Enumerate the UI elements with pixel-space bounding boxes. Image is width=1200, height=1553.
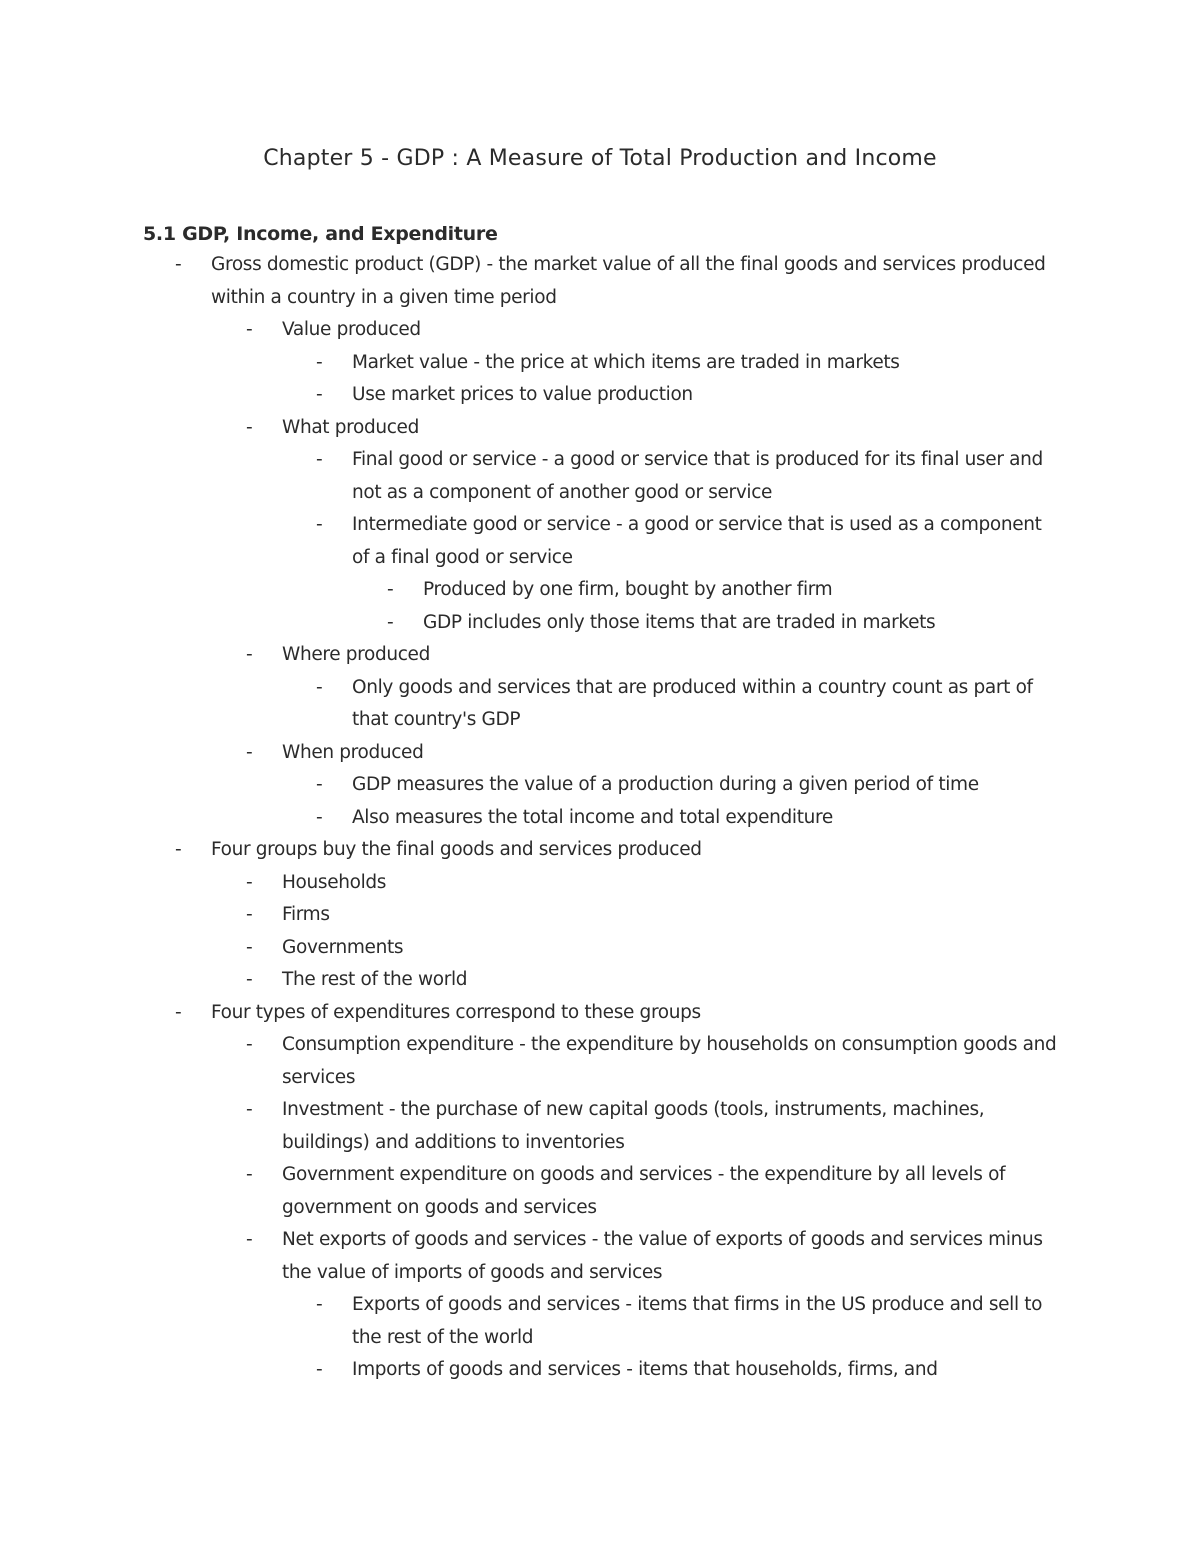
bullet-dash: -	[246, 1229, 253, 1250]
outline-item-level-3	[316, 769, 1062, 802]
bullet-dash: -	[316, 384, 323, 405]
outline-item-level-3	[316, 1354, 1062, 1387]
outline-item-text: Use market prices to value production	[352, 384, 693, 405]
outline-item-level-3	[316, 379, 1062, 412]
outline-item-text: Produced by one firm, bought by another firm	[423, 579, 833, 600]
outline-item-text: The rest of the world	[282, 969, 468, 990]
outline-item-level-3	[316, 672, 1062, 737]
bullet-dash: -	[316, 514, 323, 535]
outline-item-level-3	[316, 444, 1062, 509]
outline-item-level-2	[246, 1029, 1062, 1094]
outline-item-level-4	[387, 574, 1063, 607]
bullet-dash: -	[175, 254, 182, 275]
bullet-dash: -	[246, 319, 253, 340]
outline-item-level-3	[316, 509, 1062, 574]
outline-item-level-2	[246, 932, 1062, 965]
page-title: Chapter 5 - GDP : A Measure of Total Production and Income	[263, 146, 937, 171]
outline-item-text: Only goods and services that are produced within a country count as part of that country's GDP	[352, 676, 1033, 730]
outline-item-text: GDP measures the value of a production during a given period of time	[352, 774, 979, 795]
outline-item-text: Also measures the total income and total expenditure	[352, 806, 833, 828]
bullet-dash: -	[316, 806, 323, 828]
outline-item-text: What produced	[282, 416, 419, 438]
section-heading: 5.1 GDP, Income, and Expenditure	[143, 223, 498, 245]
outline-item-level-1	[175, 834, 1061, 867]
bullet-dash: -	[246, 416, 253, 438]
outline-item-text: Intermediate good or service - a good or service that is used as a component of a final good or service	[352, 514, 1042, 568]
outline-item-level-2	[246, 314, 1062, 347]
outline-item-text: Net exports of goods and services - the value of exports of goods and services minus the value of imports of goods and services	[282, 1229, 1043, 1283]
bullet-dash: -	[316, 351, 323, 373]
outline-item-level-1	[175, 249, 1061, 314]
outline-item-text: When produced	[282, 741, 424, 763]
outline-item-level-2	[246, 867, 1062, 900]
outline-item-text: Final good or service - a good or service that is produced for its final user and not as a component of another good or service	[352, 449, 1043, 503]
outline-item-text: Market value - the price at which items are traded in markets	[352, 351, 900, 373]
outline-item-text: Firms	[282, 904, 330, 925]
outline-item-text: Four groups buy the final goods and services produced	[211, 839, 702, 860]
bullet-dash: -	[175, 839, 182, 860]
outline-item-level-1	[175, 997, 1061, 1030]
outline-item-text: Exports of goods and services - items that firms in the US produce and sell to the rest of the world	[352, 1294, 1043, 1348]
outline-item-text: Four types of expenditures correspond to these groups	[211, 1001, 701, 1023]
outline-item-text: Government expenditure on goods and services - the expenditure by all levels of government on goods and services	[282, 1164, 1006, 1218]
outline-item-level-2	[246, 1159, 1062, 1224]
outline-item-level-2	[246, 899, 1062, 932]
bullet-dash: -	[246, 936, 253, 958]
outline-item-level-2	[246, 412, 1062, 445]
bullet-dash: -	[316, 449, 323, 470]
outline-item-text: Households	[282, 871, 387, 893]
bullet-dash: -	[316, 1359, 323, 1380]
bullet-dash: -	[246, 1099, 253, 1120]
outline-item-level-4	[387, 607, 1063, 640]
bullet-dash: -	[246, 741, 253, 763]
outline-item-text: GDP includes only those items that are traded in markets	[423, 611, 936, 633]
bullet-dash: -	[316, 1294, 323, 1315]
bullet-dash: -	[387, 611, 394, 633]
outline-item-text: Governments	[282, 936, 404, 958]
outline-item-text: Where produced	[282, 644, 430, 665]
outline-item-level-2	[246, 1224, 1062, 1289]
bullet-dash: -	[246, 644, 253, 665]
outline-item-text: Consumption expenditure - the expenditure by households on consumption goods and services	[282, 1034, 1057, 1088]
bullet-dash: -	[246, 1164, 253, 1185]
outline-item-level-2	[246, 737, 1062, 770]
bullet-dash: -	[246, 871, 253, 893]
bullet-dash: -	[246, 1034, 253, 1055]
bullet-dash: -	[246, 904, 253, 925]
outline-item-level-3	[316, 1289, 1062, 1354]
outline-item-level-2	[246, 964, 1062, 997]
outline-item-text: Gross domestic product (GDP) - the market value of all the final goods and services produced within a country in a given time period	[211, 254, 1046, 308]
bullet-dash: -	[316, 774, 323, 795]
bullet-dash: -	[387, 579, 394, 600]
outline-item-level-2	[246, 639, 1062, 672]
outline-item-level-3	[316, 802, 1062, 835]
outline-item-level-2	[246, 1094, 1062, 1159]
bullet-dash: -	[246, 969, 253, 990]
bullet-dash: -	[175, 1001, 182, 1023]
outline-item-text: Imports of goods and services - items that households, firms, and	[352, 1359, 938, 1380]
outline-item-level-3	[316, 347, 1062, 380]
outline-item-text: Investment - the purchase of new capital goods (tools, instruments, machines, buildings) and additions to inventories	[282, 1099, 985, 1153]
bullet-dash: -	[316, 676, 323, 698]
notes-outline	[0, 249, 1200, 1387]
outline-item-text: Value produced	[282, 319, 421, 340]
